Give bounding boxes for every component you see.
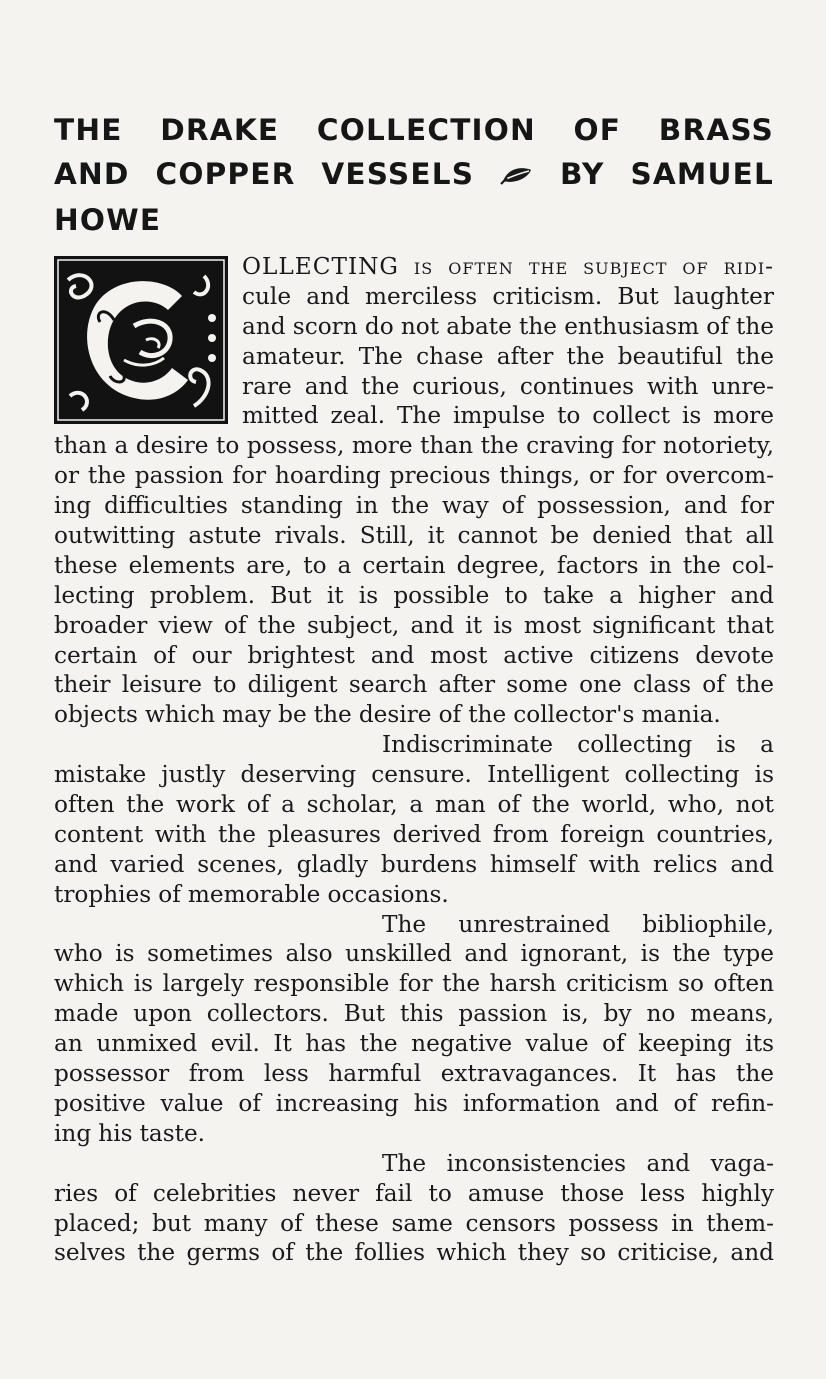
text-line-16: objects which may be the desire of the collector's mania.	[54, 701, 721, 729]
text-line-5: rare and the curious, continues with unre-	[242, 372, 774, 400]
title-line-2b: BY SAMUEL	[559, 157, 774, 191]
title-line-2a: AND COPPER VESSELS	[54, 157, 475, 191]
title-line-3: HOWE	[54, 203, 162, 237]
text-line-14: certain of our brightest and most active citizens devote	[54, 641, 774, 669]
text-line-13: broader view of the subject, and it is most significant that	[54, 611, 774, 639]
text-line-4: amateur. The chase after the beautiful the	[242, 342, 774, 370]
text-line-24: who is sometimes also unskilled and ignorant, is the type	[54, 940, 774, 968]
text-line-1: OLLECTING is often the subject of ridi-	[242, 253, 774, 280]
article-body	[54, 252, 774, 1268]
text-line-8: or the passion for hoarding precious things, or for overcom-	[54, 462, 774, 490]
text-line-33: placed; but many of these same censors possess in them-	[54, 1209, 774, 1237]
text-line-20: content with the pleasures derived from foreign countries,	[54, 820, 774, 848]
text-line-2: cule and merciless criticism. But laughter	[242, 282, 774, 310]
text-line-17: Indiscriminate collecting is a	[382, 731, 774, 759]
article-title	[54, 108, 774, 242]
leaf-ornament-icon	[500, 154, 534, 198]
text-line-19: often the work of a scholar, a man of the world, who, not	[54, 791, 774, 819]
text-line-21: and varied scenes, gladly burdens himself with relics and	[54, 850, 774, 878]
text-line-34: selves the germs of the follies which they so criticise, and	[54, 1239, 774, 1267]
text-line-9: ing difficulties standing in the way of possession, and for	[54, 492, 774, 520]
text-line-3: and scorn do not abate the enthusiasm of the	[242, 312, 774, 340]
text-line-28: possessor from less harmful extravagances. It has the	[54, 1060, 774, 1088]
dropcap-c-icon	[54, 256, 228, 424]
text-line-23: The unrestrained bibliophile,	[382, 910, 774, 938]
text-line-30: ing his taste.	[54, 1119, 206, 1147]
page	[54, 108, 774, 1268]
text-line-22: trophies of memorable occasions.	[54, 880, 449, 908]
text-line-26: made upon collectors. But this passion is, by no means,	[54, 1000, 774, 1028]
text-line-12: lecting problem. But it is possible to take a higher and	[54, 581, 774, 609]
text-line-31: The inconsistencies and vaga-	[382, 1149, 774, 1177]
text-line-10: outwitting astute rivals. Still, it cannot be denied that all	[54, 522, 774, 550]
title-line-2-wrap	[54, 152, 774, 198]
text-line-27: an unmixed evil. It has the negative value of keeping its	[54, 1030, 774, 1058]
title-line-1: THE DRAKE COLLECTION OF BRASS	[54, 113, 774, 147]
text-line-18: mistake justly deserving censure. Intelligent collecting is	[54, 761, 774, 789]
text-line-7: than a desire to possess, more than the craving for notoriety,	[54, 432, 774, 460]
text-line-6: mitted zeal. The impulse to collect is more	[242, 402, 774, 430]
text-line-25: which is largely responsible for the harsh criticism so often	[54, 970, 774, 998]
text-line-29: positive value of increasing his information and of refin-	[54, 1089, 774, 1117]
text-line-11: these elements are, to a certain degree, factors in the col-	[54, 551, 774, 579]
text-line-32: ries of celebrities never fail to amuse those less highly	[54, 1179, 774, 1207]
text-line-15: their leisure to diligent search after some one class of the	[54, 671, 774, 699]
